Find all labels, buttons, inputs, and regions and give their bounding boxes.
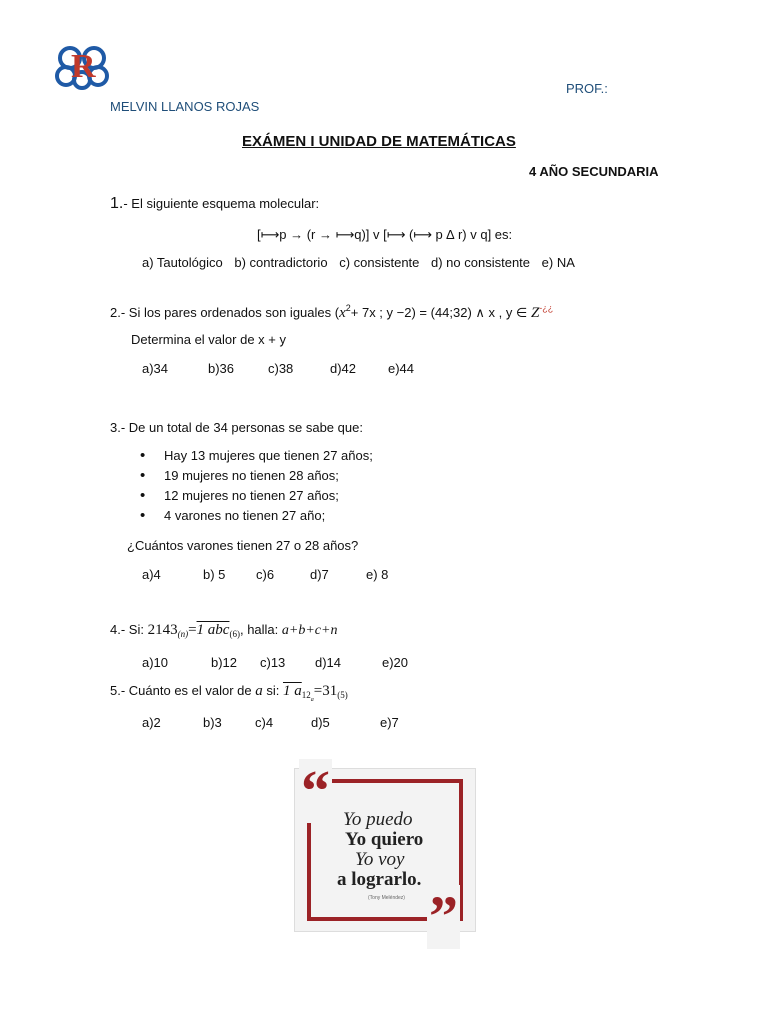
quote-open-mark: “: [301, 758, 330, 823]
option-d: d)14: [315, 655, 342, 670]
question-5-mid: si:: [262, 683, 283, 698]
option-d: d)5: [311, 715, 330, 730]
rhs-base: (5): [337, 690, 348, 700]
quote-line-2: Yo quiero: [345, 829, 424, 850]
set-superscript: -¿¿: [539, 303, 554, 313]
exponent: 2: [345, 303, 351, 313]
question-3-options: [142, 567, 388, 582]
option-e: e)44: [388, 361, 415, 376]
option-b: b)36: [208, 361, 235, 376]
lhs-base-subscript: a: [310, 697, 314, 703]
question-1-formula: [⟼p → (r → ⟼q)] v [⟼ (⟼ p ∆ r) v q] es:: [257, 227, 513, 242]
lhs-base: 12: [301, 690, 311, 700]
question-3-text: 3.- De un total de 34 personas se sabe que:: [110, 420, 363, 435]
rhs-base: (6): [229, 629, 240, 639]
question-3-question: ¿Cuántos varones tienen 27 o 28 años?: [127, 538, 359, 553]
lhs-number: 2143: [147, 622, 178, 638]
variable-x: x: [339, 305, 346, 321]
option-e: e) NA: [541, 255, 575, 270]
rhs-number: =31: [313, 683, 338, 699]
option-b: b)3: [203, 715, 222, 730]
school-logo: [54, 44, 110, 90]
option-a: a)34: [142, 361, 169, 376]
option-c: c)6: [256, 567, 275, 582]
equals-sign: =: [188, 622, 197, 638]
question-5-prefix: 5.- Cuánto es el valor de: [110, 683, 256, 698]
quote-line-3: Yo voy: [355, 849, 405, 870]
option-b: b)12: [211, 655, 238, 670]
list-item: • Hay 13 mujeres que tienen 27 años;: [140, 446, 373, 466]
question-4-options: [142, 655, 408, 670]
list-item: • 4 varones no tienen 27 año;: [140, 506, 373, 526]
question-2-prefix: 2.- Si los pares ordenados son iguales (: [110, 305, 340, 320]
question-1-number: 1.: [110, 195, 124, 212]
quote-author: (Tony Meléndez): [368, 895, 405, 901]
option-a: a) Tautológico: [142, 255, 223, 270]
lhs-base: (n): [177, 629, 189, 639]
lhs-number: 1 a: [282, 683, 302, 699]
option-d: d)7: [310, 567, 329, 582]
option-c: c)38: [268, 361, 294, 376]
question-2-line2: Determina el valor de x + y: [131, 332, 286, 347]
question-2-mid: + 7x ; y −2) = (44;32) ∧ x , y ∈: [350, 305, 531, 320]
variable-a: a: [255, 683, 263, 699]
question-3-bullets: [140, 446, 373, 526]
question-1-text: - El siguiente esquema molecular:: [123, 196, 320, 211]
option-c: c)4: [255, 715, 274, 730]
option-a: a)2: [142, 715, 161, 730]
list-item: • 19 mujeres no tienen 28 años;: [140, 466, 373, 486]
quote-image: [294, 758, 476, 949]
option-b: b) contradictorio: [234, 255, 328, 270]
question-1-options: [142, 255, 575, 270]
question-1: [110, 195, 319, 213]
question-5: [110, 683, 348, 703]
prof-label: PROF.:: [566, 81, 608, 96]
option-e: e) 8: [366, 567, 389, 582]
question-4: [110, 622, 337, 639]
option-c: c) consistente: [339, 255, 420, 270]
option-d: d)42: [330, 361, 357, 376]
teacher-name: MELVIN LLANOS ROJAS: [110, 99, 260, 114]
expression: a+b+c+n: [281, 623, 338, 638]
quote-line-4: a lograrlo.: [337, 869, 422, 890]
option-a: a)10: [142, 655, 169, 670]
grade-label: 4 AÑO SECUNDARIA: [529, 164, 659, 179]
option-d: d) no consistente: [431, 255, 531, 270]
option-e: e)20: [382, 655, 409, 670]
option-c: c)13: [260, 655, 286, 670]
option-b: b) 5: [203, 567, 226, 582]
list-item: • 12 mujeres no tienen 27 años;: [140, 486, 373, 506]
option-a: a)4: [142, 567, 161, 582]
question-2: [110, 303, 553, 322]
set-z: Z: [530, 305, 540, 321]
question-4-mid: , halla:: [239, 622, 282, 637]
quote-close-mark: ”: [429, 884, 458, 949]
quote-line-1: Yo puedo: [343, 809, 413, 830]
exam-title: EXÁMEN I UNIDAD DE MATEMÁTICAS: [242, 133, 516, 150]
question-5-options: [142, 715, 399, 730]
rhs-number: 1 abc: [196, 622, 230, 638]
question-2-options: [142, 361, 414, 376]
question-4-prefix: 4.- Si:: [110, 622, 148, 637]
option-e: e)7: [380, 715, 399, 730]
logo-letter: R: [71, 48, 96, 85]
